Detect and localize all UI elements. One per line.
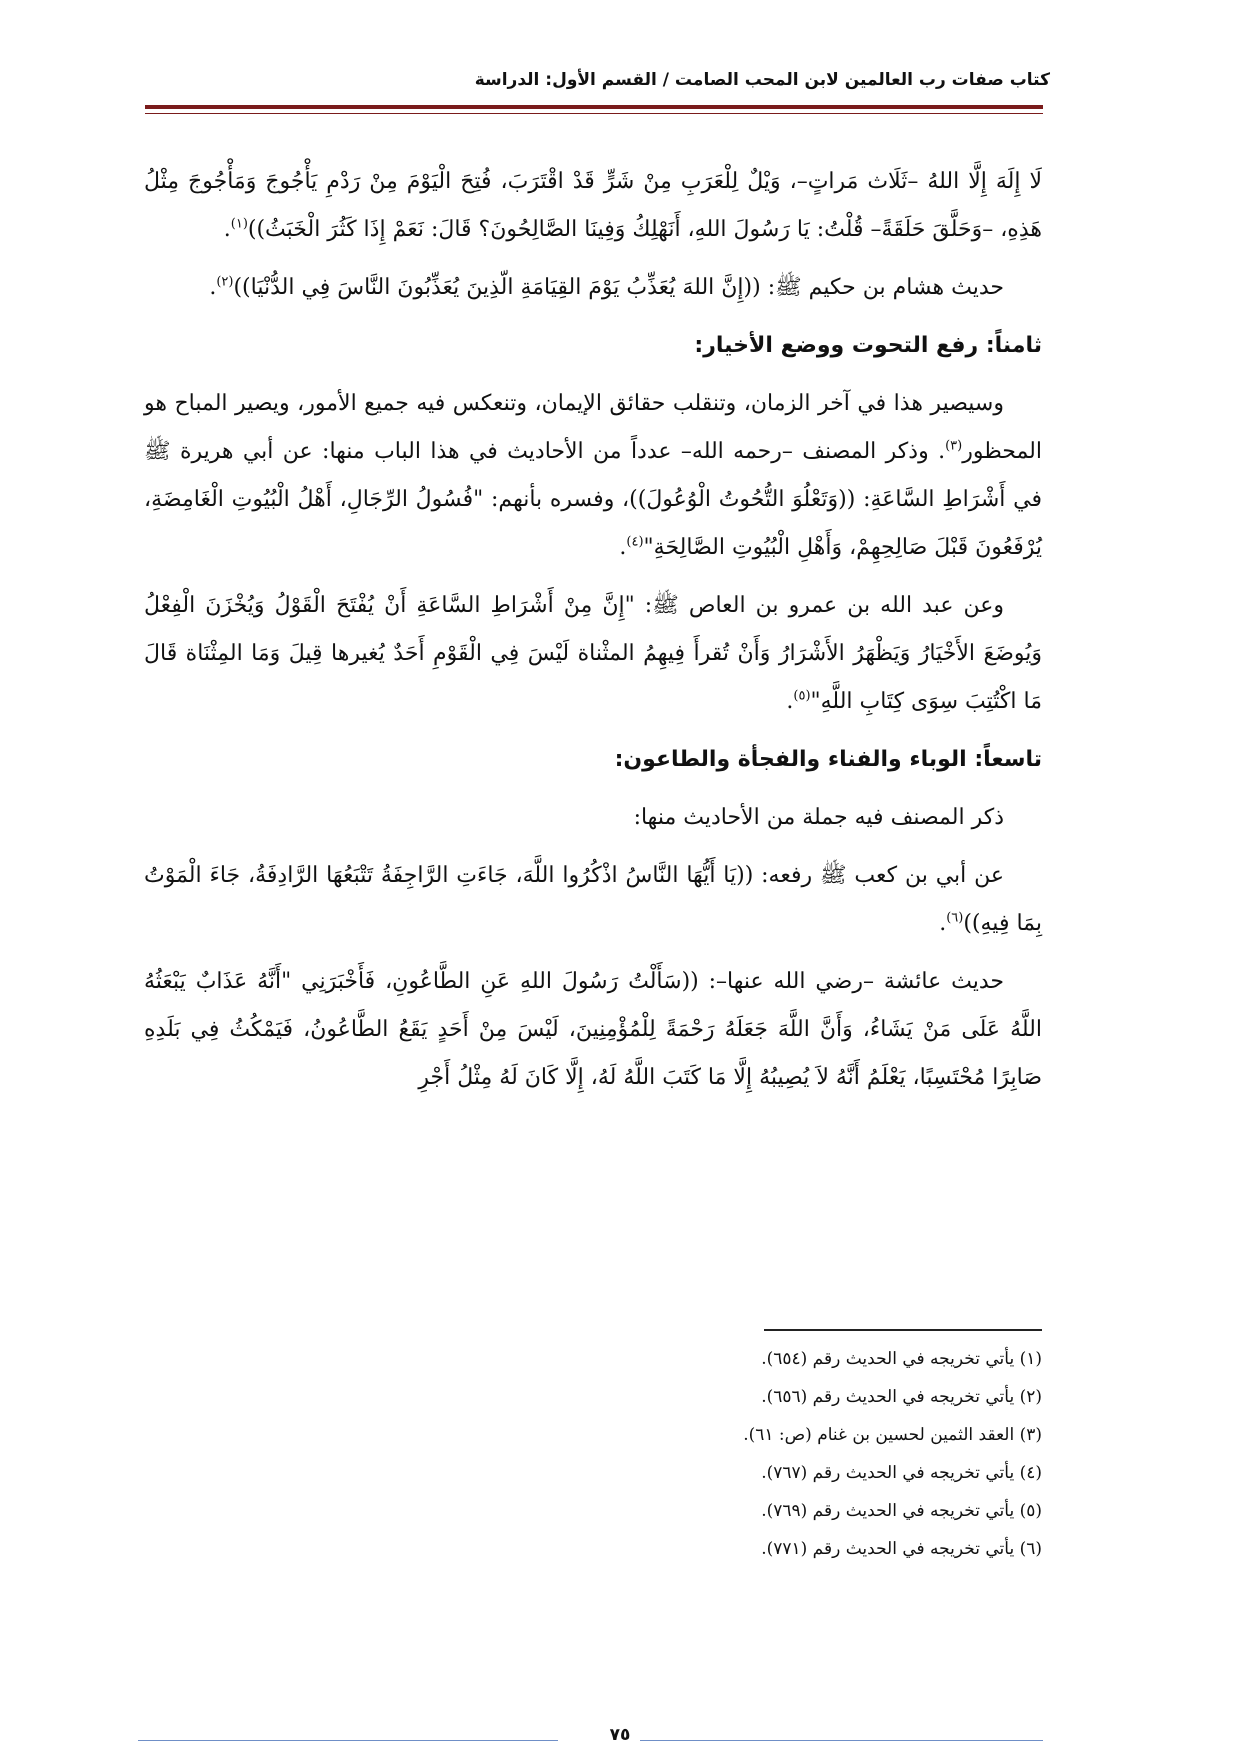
footnote-item: (٣) العقد الثمين لحسين بن غنام (ص: ٦١). (743, 1425, 1042, 1445)
paragraph-text: وعن عبد الله بن عمرو بن العاص ﷺ: "إِنَّ مِنْ أَشْرَاطِ السَّاعَةِ أَنْ يُفْتَحَ الْقَوْلُ وَيُخْزَنَ الْفِعْلُ وَيُوضَعَ الأَخْيَارُ وَيَظْهَرُ الأَشْرَارُ وَأَنْ تُقرأَ فِيهِمُ المثْناة لَيْسَ فِي الْقَوْمِ أَحَدٌ يُغيرها قِيلَ وَمَا المِثْنَاة قَالَ مَا اكْتُتِبَ سِوَى كِتَابِ اللَّهِ" (144, 593, 1042, 714)
paragraph-text: عن أبي بن كعب ﷺ رفعه: ((يَا أَيُّهَا النَّاسُ اذْكُرُوا اللَّهَ، جَاءَتِ الرَّاجِفَةُ تَتْبَعُهَا الرَّادِفَةُ، جَاءَ الْمَوْتُ بِمَا فِيهِ)) (144, 863, 1042, 936)
paragraph-text: لَا إِلَهَ إِلَّا اللهُ –ثَلَاث مَراتٍ–، وَيْلٌ لِلْعَرَبِ مِنْ شَرٍّ قَدْ اقْتَرَبَ، فُتِحَ الْيَوْمَ مِنْ رَدْمِ يَأْجُوجَ وَمَأْجُوجَ مِثْلُ هَذِهِ، –وَحَلَّقَ حَلَقَةً– قُلْتُ: يَا رَسُولَ اللهِ، أَنَهْلِكُ وَفِينَا الصَّالِحُونَ؟ قَالَ: نَعَمْ إِذَا كَثُرَ الْخَبَثُ)) (144, 169, 1042, 242)
page-number: ٧٥ (609, 1725, 631, 1745)
footnote-item: (٢) يأتي تخريجه في الحديث رقم (٦٥٦). (761, 1387, 1042, 1407)
paragraph-intro: ذكر المصنف فيه جملة من الأحاديث منها: (633, 805, 1004, 830)
footnote-item: (٦) يأتي تخريجه في الحديث رقم (٧٧١). (761, 1539, 1042, 1559)
footnote-ref: (٦) (946, 910, 964, 926)
footer-rule-left (138, 1740, 558, 1741)
footnote-ref: (٣) (945, 438, 963, 454)
paragraph-text: . وذكر المصنف –رحمه الله– عدداً من الأحاديث في هذا الباب منها: عن أبي هريرة ﷺ في أَشْرَاطِ السَّاعَةِ: ((وَتَعْلُوَ التُّحُوتُ الْوُعُولَ))، وفسره بأنهم: "فُسُولُ الرِّجَالِ، أَهْلُ الْبُيُوتِ الْغَامِضَةِ، يُرْفَعُونَ قَبْلَ صَالِحِهِمْ، وَأَهْلِ الْبُيُوتِ الصَّالِحَةِ" (144, 439, 1042, 560)
footnote-ref: (٤) (626, 534, 644, 550)
footnote-item: (٤) يأتي تخريجه في الحديث رقم (٧٦٧). (761, 1463, 1042, 1483)
paragraph-aisha: حديث عائشة –رضي الله عنها–: ((سَأَلْتُ رَسُولَ اللهِ عَنِ الطَّاعُونِ، فَأَخْبَرَنِي "أَنَّهُ عَذَابٌ يَبْعَثُهُ اللَّهُ عَلَى مَنْ يَشَاءُ، وَأَنَّ اللَّهَ جَعَلَهُ رَحْمَةً لِلْمُؤْمِنِينَ، لَيْسَ مِنْ أَحَدٍ يَقَعُ الطَّاعُونُ، فَيَمْكُثُ فِي بَلَدِهِ صَابِرًا مُحْتَسِبًا، يَعْلَمُ أَنَّهُ لاَ يُصِيبُهُ إِلَّا مَا كَتَبَ اللَّهُ لَهُ، إِلَّا كَانَ لَهُ مِثْلُ أَجْرِ (144, 969, 1042, 1090)
paragraph-hadith-yajuj: لَا إِلَهَ إِلَّا اللهُ –ثَلَاث مَراتٍ–، وَيْلٌ لِلْعَرَبِ مِنْ شَرٍّ قَدْ اقْتَرَبَ، فُتِحَ الْيَوْمَ مِنْ رَدْمِ يَأْجُوجَ وَمَأْجُوجَ مِثْلُ هَذِهِ، –وَحَلَّقَ حَلَقَةً– قُلْتُ: يَا رَسُولَ اللهِ، أَنَهْلِكُ وَفِينَا الصَّالِحُونَ؟ قَالَ: نَعَمْ إِذَا كَثُرَ الْخَبَثُ))$^{(١)}$. (144, 169, 1042, 242)
paragraph-text: حديث هشام بن حكيم ﷺ: ((إِنَّ اللهَ يُعَذِّبُ يَوْمَ القِيَامَةِ الّذِينَ يُعَذِّبُونَ النَّاسَ فِي الدُّنْيَا)) (233, 275, 1004, 300)
section-heading-ninth: تاسعاً: الوباء والفناء والفجأة والطاعون: (614, 747, 1042, 772)
footnote-ref: (٥) (793, 688, 811, 704)
section-heading-eighth: ثامناً: رفع التحوت ووضع الأخيار: (694, 333, 1042, 358)
footnote-item: (١) يأتي تخريجه في الحديث رقم (٦٥٤). (761, 1349, 1042, 1369)
footer-rule-right (640, 1740, 1043, 1741)
paragraph-ubayy: عن أبي بن كعب ﷺ رفعه: ((يَا أَيُّهَا النَّاسُ اذْكُرُوا اللَّهَ، جَاءَتِ الرَّاجِفَةُ تَتْبَعُهَا الرَّادِفَةُ، جَاءَ الْمَوْتُ بِمَا فِيهِ))$^{(٦)}$. (144, 863, 1042, 936)
paragraph-tuhut: وسيصير هذا في آخر الزمان، وتنقلب حقائق الإيمان، وتنعكس فيه جميع الأمور، ويصير المباح هو المحظور$^{(٣)}$. وذكر المصنف –رحمه الله– عدداً من الأحاديث في هذا الباب منها: عن أبي هريرة ﷺ في أَشْرَاطِ السَّاعَةِ: ((وَتَعْلُوَ التُّحُوتُ الْوُعُولَ))، وفسره بأنهم: "فُسُولُ الرِّجَالِ، أَهْلُ الْبُيُوتِ الْغَامِضَةِ، يُرْفَعُونَ قَبْلَ صَالِحِهِمْ، وَأَهْلِ الْبُيُوتِ الصَّالِحَةِ"$^{(٤)}$. (144, 391, 1042, 560)
header-rule-thick (145, 105, 1043, 109)
footnotes-list (144, 1340, 1042, 1568)
paragraph-hisham: حديث هشام بن حكيم ﷺ: ((إِنَّ اللهَ يُعَذِّبُ يَوْمَ القِيَامَةِ الّذِينَ يُعَذِّبُونَ النَّاسَ فِي الدُّنْيَا))$^{(٢)}$. (209, 274, 1004, 300)
paragraph-ibn-amr: وعن عبد الله بن عمرو بن العاص ﷺ: "إِنَّ مِنْ أَشْرَاطِ السَّاعَةِ أَنْ يُفْتَحَ الْقَوْلُ وَيُخْزَنَ الْفِعْلُ وَيُوضَعَ الأَخْيَارُ وَيَظْهَرُ الأَشْرَارُ وَأَنْ تُقرأَ فِيهِمُ المثْناة لَيْسَ فِي الْقَوْمِ أَحَدٌ يُغيرها قِيلَ وَمَا المِثْنَاة قَالَ مَا اكْتُتِبَ سِوَى كِتَابِ اللَّهِ"$^{(٥)}$. (144, 593, 1042, 714)
main-text (144, 158, 1042, 1112)
footnote-ref: (٢) (216, 274, 234, 290)
header-rule-thin (145, 113, 1043, 114)
paragraph-text: وسيصير هذا في آخر الزمان، وتنقلب حقائق الإيمان، وتنعكس فيه جميع الأمور، ويصير المباح هو المحظور (144, 391, 1042, 464)
running-header-title: كتاب صفات رب العالمين لابن المحب الصامت / القسم الأول: الدراسة (474, 70, 1050, 90)
footnote-ref: (١) (230, 216, 248, 232)
footnote-item: (٥) يأتي تخريجه في الحديث رقم (٧٦٩). (761, 1501, 1042, 1521)
footnote-separator (764, 1329, 1042, 1331)
